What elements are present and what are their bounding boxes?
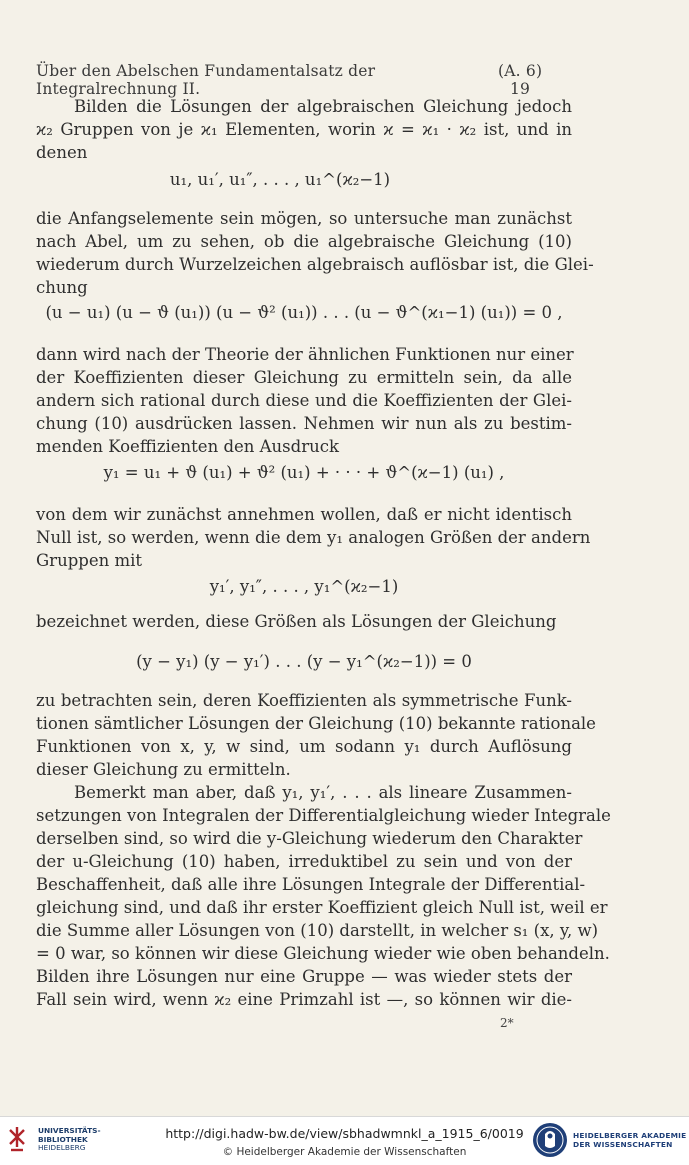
ub-heidelberg-name: UNIVERSITÄTS- BIBLIOTHEK HEIDELBERG xyxy=(38,1126,101,1153)
text-line: setzungen von Integralen der Differentialgleichung wieder Integrale xyxy=(36,806,611,825)
text-line: dieser Gleichung zu ermitteln. xyxy=(36,760,291,779)
text-line: Gruppen mit xyxy=(36,551,143,570)
copyright-notice: © Heidelberger Akademie der Wissenschaften xyxy=(222,1146,467,1158)
text-line: chung xyxy=(36,278,88,297)
text-line: menden Koeffizienten den Ausdruck xyxy=(36,437,339,456)
running-header xyxy=(36,62,572,98)
text-line: Bilden die Lösungen der algebraischen Gleichung jedoch xyxy=(74,97,572,116)
text-line: Bilden ihre Lösungen nur eine Gruppe — was wieder stets der xyxy=(36,967,572,986)
text-line: tionen sämtlicher Lösungen der Gleichung (10) bekannte rationale xyxy=(36,714,596,733)
formula-u-sequence: u₁, u₁′, u₁″, . . . , u₁^(ϰ₂−1) xyxy=(169,170,391,189)
text-line: von dem wir zunächst annehmen wollen, daß er nicht identisch xyxy=(36,505,572,524)
formula-y-sequence: y₁′, y₁″, . . . , y₁^(ϰ₂−1) xyxy=(209,577,399,596)
text-line: denen xyxy=(36,143,88,162)
text-line: wiederum durch Wurzelzeichen algebraisch auflösbar ist, die Glei- xyxy=(36,255,594,274)
text-line: ϰ₂ Gruppen von je ϰ₁ Elementen, worin ϰ = ϰ₁ · ϰ₂ ist, und in xyxy=(36,120,572,139)
section-ref: (A. 6) xyxy=(497,62,543,80)
text-line: andern sich rational durch diese und die Koeffizienten der Glei- xyxy=(36,391,572,410)
permalink-url[interactable]: http://digi.hadw-bw.de/view/sbhadwmnkl_a_1915_6/0019 xyxy=(165,1126,524,1141)
text-line: chung (10) ausdrücken lassen. Nehmen wir nun als zu bestim- xyxy=(36,414,572,433)
text-line: Beschaffenheit, daß alle ihre Lösungen Integrale der Differential- xyxy=(36,875,586,894)
text-line: bezeichnet werden, diese Größen als Lösungen der Gleichung xyxy=(36,612,557,631)
running-section-page xyxy=(498,62,572,98)
hdw-name: HEIDELBERGER AKADEMIE DER WISSENSCHAFTEN xyxy=(573,1131,687,1149)
viewer-footer xyxy=(0,1116,689,1165)
text-line: die Summe aller Lösungen von (10) darstellt, in welcher s₁ (x, y, w) xyxy=(36,921,599,940)
text-line: Null ist, so werden, wenn die dem y₁ analogen Größen der andern xyxy=(36,528,591,547)
hdw-seal-logo[interactable] xyxy=(532,1122,568,1158)
text-line: die Anfangselemente sein mögen, so untersuche man zunächst xyxy=(36,209,572,228)
text-line: Funktionen von x, y, w sind, um sodann y₁ durch Auflösung xyxy=(36,737,572,756)
text-line: nach Abel, um zu sehen, ob die algebraische Gleichung (10) xyxy=(36,232,572,251)
text-line: Bemerkt man aber, daß y₁, y₁′, . . . als lineare Zusammen- xyxy=(74,783,572,802)
page-number: 19 xyxy=(509,80,531,98)
formula-y-product: (y − y₁) (y − y₁′) . . . (y − y₁^(ϰ₂−1)) = 0 xyxy=(136,652,472,671)
text-line: Fall sein wird, wenn ϰ₂ eine Primzahl ist —, so können wir die- xyxy=(36,990,572,1009)
text-line: derselben sind, so wird die y-Gleichung wiederum den Charakter xyxy=(36,829,583,848)
text-line: der u-Gleichung (10) haben, irreduktibel zu sein und von der xyxy=(36,852,572,871)
text-line: dann wird nach der Theorie der ähnlichen Funktionen nur einer xyxy=(36,345,574,364)
formula-u-product: (u − u₁) (u − ϑ (u₁)) (u − ϑ² (u₁)) . . . (u − ϑ^(ϰ₁−1) (u₁)) = 0 , xyxy=(45,303,563,322)
text-line: gleichung sind, und daß ihr erster Koeffizient gleich Null ist, weil er xyxy=(36,898,608,917)
text-line: zu betrachten sein, deren Koeffizienten als symmetrische Funk- xyxy=(36,691,572,710)
running-title: Über den Abelschen Fundamentalsatz der Integralrechnung II. xyxy=(36,62,376,98)
formula-y1-sum: y₁ = u₁ + ϑ (u₁) + ϑ² (u₁) + · · · + ϑ^(ϰ−1) (u₁) , xyxy=(103,463,505,482)
text-line: der Koeffizienten dieser Gleichung zu ermitteln sein, da alle xyxy=(36,368,572,387)
signature-mark: 2* xyxy=(500,1016,514,1030)
text-line: = 0 war, so können wir diese Gleichung wieder wie oben behandeln. xyxy=(36,944,610,963)
